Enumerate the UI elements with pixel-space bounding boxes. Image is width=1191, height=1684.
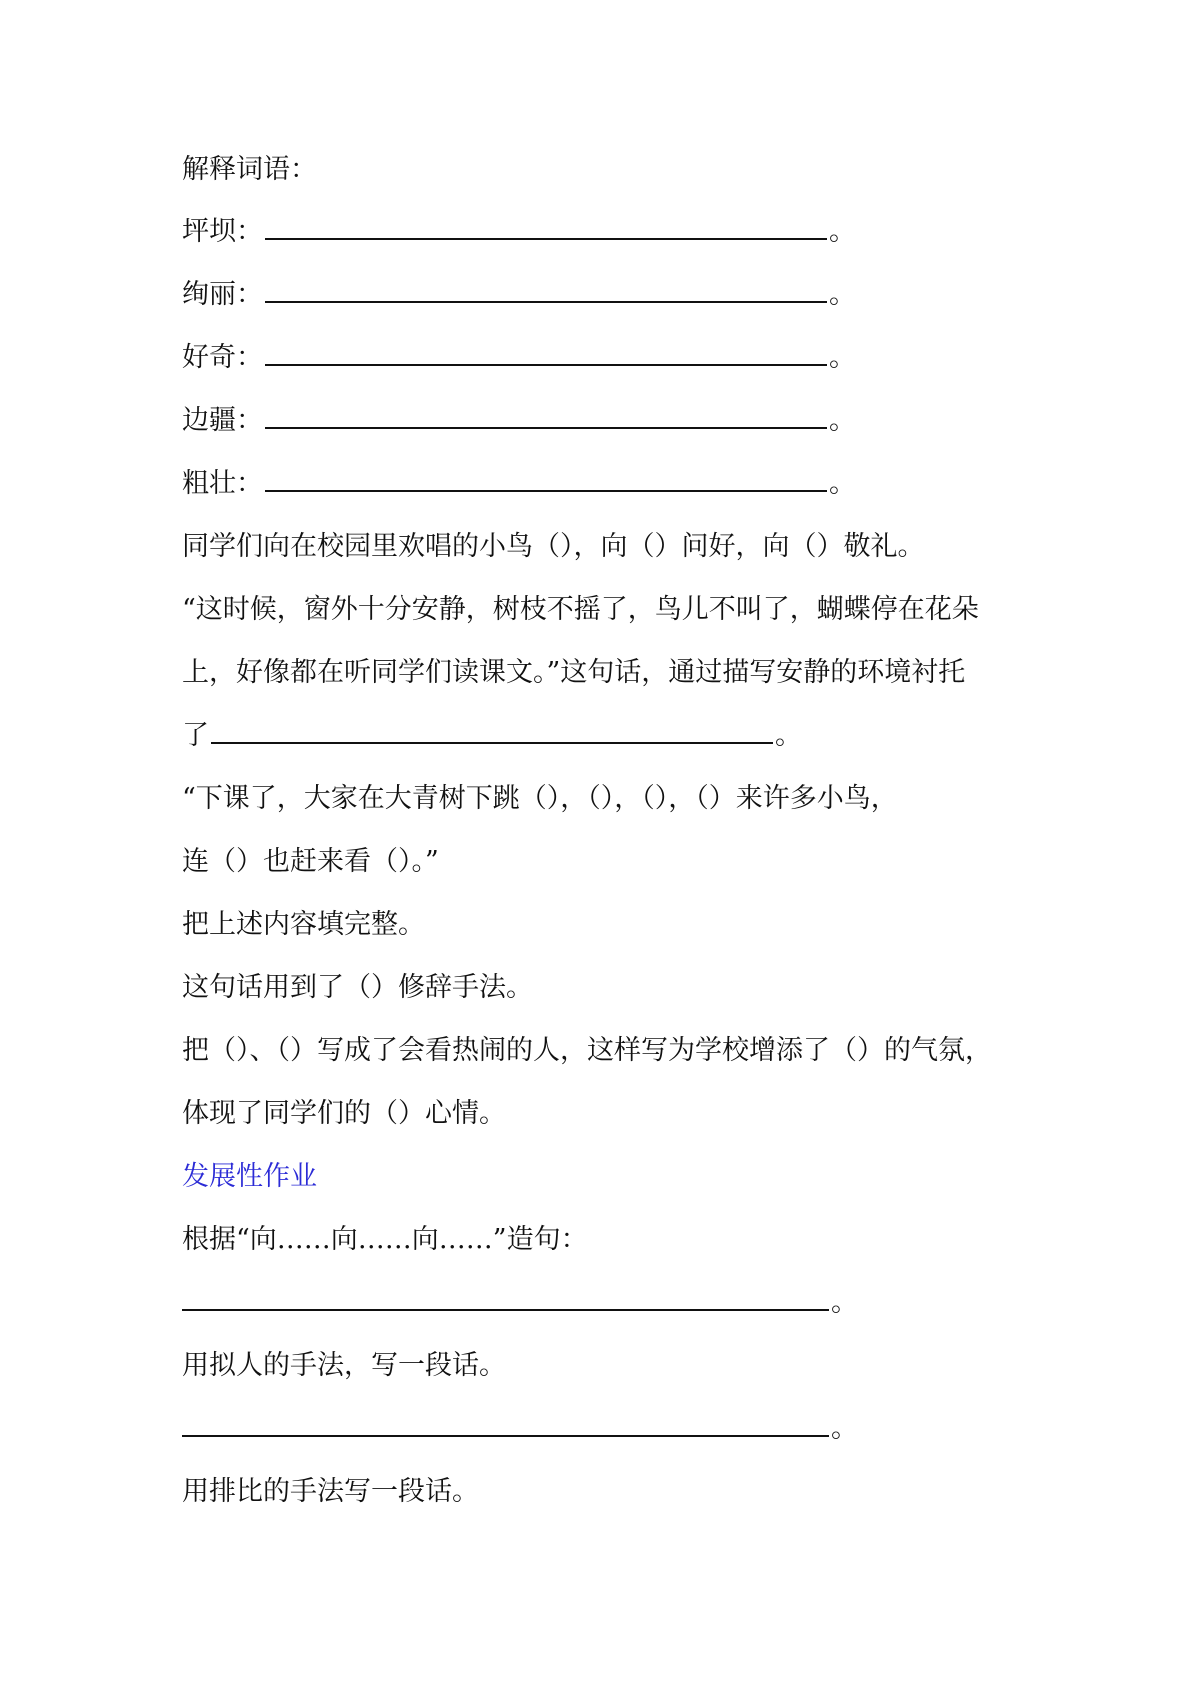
question-fill xyxy=(182,893,1032,956)
question-text: 体现了同学们的（）心情。 xyxy=(182,1098,506,1129)
vocab-item-bianjiang xyxy=(182,389,1032,452)
question-text: “下课了，大家在大青树下跳（），（），（），（）来许多小鸟， xyxy=(182,783,898,814)
answer-blank[interactable] xyxy=(265,464,827,492)
question-text: 了 xyxy=(182,720,209,751)
section-title-text: 解释词语： xyxy=(182,154,317,185)
answer-blank[interactable] xyxy=(265,275,827,303)
vocab-word: 坪坝： xyxy=(182,216,263,247)
vocab-word: 绚丽： xyxy=(182,279,263,310)
answer-blank[interactable] xyxy=(211,716,773,744)
question-text: 用排比的手法写一段话。 xyxy=(182,1476,479,1507)
answer-blank[interactable] xyxy=(265,338,827,366)
vocab-end: 。 xyxy=(829,342,856,373)
question-text: 根据“向……向……向……”造句： xyxy=(182,1224,588,1255)
question-text: 连（）也赶来看（）。” xyxy=(182,846,439,877)
question-personify-line-2 xyxy=(182,1082,1032,1145)
section-title-development xyxy=(182,1145,1032,1208)
vocab-word: 粗壮： xyxy=(182,468,263,499)
question-make-sentence xyxy=(182,1208,1032,1271)
worksheet-page xyxy=(182,140,1032,1523)
answer-blank[interactable] xyxy=(182,1283,829,1311)
question-rhetoric xyxy=(182,956,1032,1019)
question-text: 把上述内容填完整。 xyxy=(182,909,425,940)
question-end: 。 xyxy=(831,1413,858,1444)
vocab-end: 。 xyxy=(829,468,856,499)
question-personify-write xyxy=(182,1334,1032,1397)
answer-blank[interactable] xyxy=(265,401,827,429)
question-end: 。 xyxy=(831,1287,858,1318)
vocab-item-cuzhuang xyxy=(182,452,1032,515)
question-personify-line-1 xyxy=(182,1019,1032,1082)
answer-line-make-sentence xyxy=(182,1271,1032,1334)
question-quiet-line-3 xyxy=(182,704,1032,767)
question-text: 这句话用到了（）修辞手法。 xyxy=(182,972,533,1003)
question-recess-line-2 xyxy=(182,830,1032,893)
question-text: 同学们向在校园里欢唱的小鸟（），向（）问好，向（）敬礼。 xyxy=(182,531,925,562)
question-recess-line-1 xyxy=(182,767,1032,830)
vocab-end: 。 xyxy=(829,216,856,247)
question-quiet-line-2 xyxy=(182,641,1032,704)
section-title-explain-words xyxy=(182,140,1032,200)
section-title-text: 发展性作业 xyxy=(182,1161,317,1192)
question-parallel-write xyxy=(182,1460,1032,1523)
vocab-item-pingba xyxy=(182,200,1032,263)
answer-line-personify-write xyxy=(182,1397,1032,1460)
question-text: “这时候，窗外十分安静，树枝不摇了，鸟儿不叫了，蝴蝶停在花朵 xyxy=(182,594,979,625)
question-text: 用拟人的手法，写一段话。 xyxy=(182,1350,506,1381)
question-end: 。 xyxy=(775,720,802,751)
question-text: 上，好像都在听同学们读课文。”这句话，通过描写安静的环境衬托 xyxy=(182,657,966,688)
vocab-end: 。 xyxy=(829,279,856,310)
vocab-word: 边疆： xyxy=(182,405,263,436)
answer-blank[interactable] xyxy=(265,212,827,240)
vocab-item-haoqi xyxy=(182,326,1032,389)
question-quiet-line-1 xyxy=(182,578,1032,641)
question-text: 把（）、（）写成了会看热闹的人，这样写为学校增添了（）的气氛， xyxy=(182,1035,992,1066)
vocab-item-xuanli xyxy=(182,263,1032,326)
vocab-word: 好奇： xyxy=(182,342,263,373)
answer-blank[interactable] xyxy=(182,1409,829,1437)
question-greeting xyxy=(182,515,1032,578)
vocab-end: 。 xyxy=(829,405,856,436)
